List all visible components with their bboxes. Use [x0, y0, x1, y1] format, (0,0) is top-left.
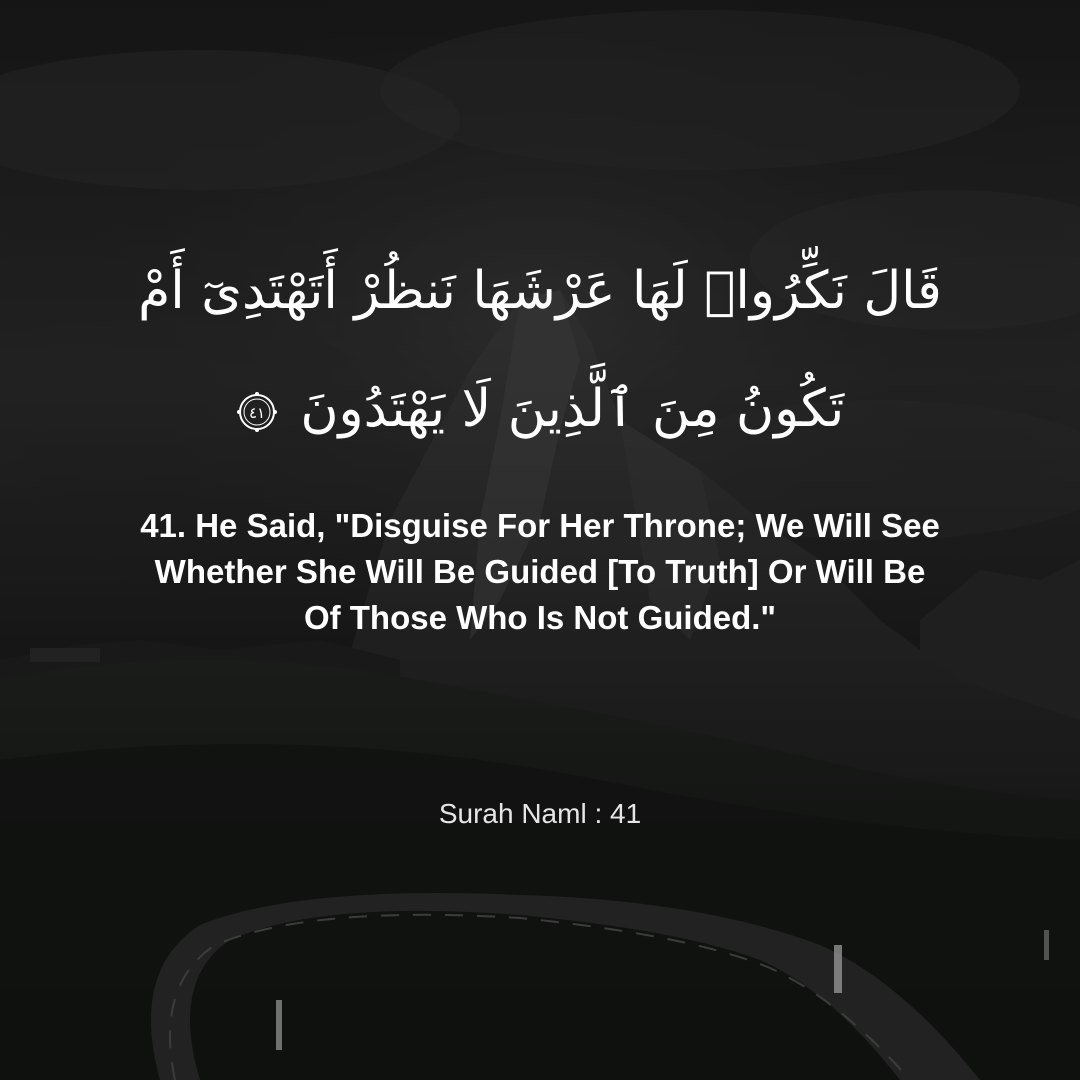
- arabic-line-2: [120, 350, 960, 468]
- ayah-end-marker-icon: [236, 391, 278, 433]
- arabic-verse: [120, 232, 960, 468]
- verse-translation: 41. He Said, "Disguise For Her Throne; We Will See Whether She Will Be Guided [To Truth] Or Will Be Of Those Who Is Not Guided.": [140, 507, 940, 636]
- arabic-line-2-text: تَكُونُ مِنَ ٱلَّذِينَ لَا يَهْتَدُونَ: [300, 379, 845, 439]
- arabic-line-1: قَالَ نَكِّرُوا۟ لَهَا عَرْشَهَا نَنظُرْ أَتَهْتَدِىٓ أَمْ: [138, 261, 942, 321]
- ayah-number: ٤١: [248, 404, 265, 422]
- surah-reference: Surah Naml : 41: [438, 798, 642, 829]
